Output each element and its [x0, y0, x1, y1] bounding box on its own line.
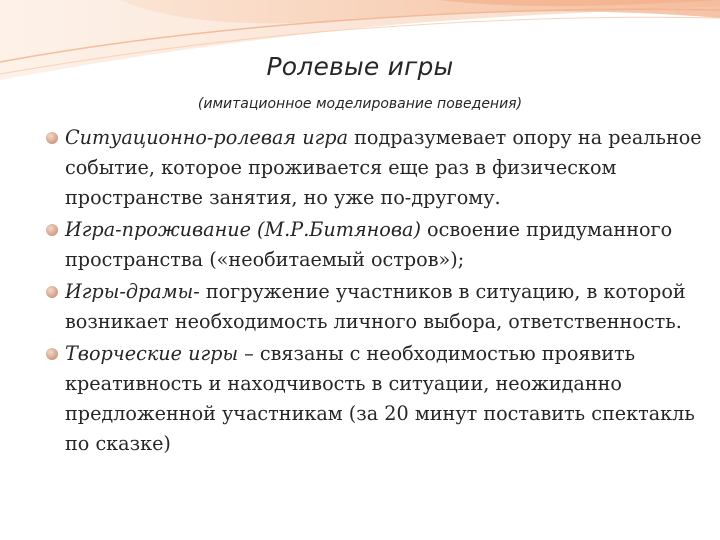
bullet-icon	[46, 224, 58, 236]
bullet-icon	[46, 286, 58, 298]
list-item	[46, 215, 711, 275]
item-text: – связаны с необходимостью проявить креативность и находчивость в ситуации, неожиданно предложенной участникам (за 20 минут поставить спектакль по сказке)	[65, 342, 695, 455]
item-term: Творческие игры	[65, 342, 239, 365]
item-text: - погружение участников в ситуацию, в которой возникает необходимость личного выбора, ответственность.	[65, 280, 686, 333]
item-text: освоение придуманного пространства («необитаемый остров»);	[65, 218, 673, 271]
bullet-icon	[46, 132, 58, 144]
list-item	[46, 277, 711, 337]
item-term: Игры-драмы	[65, 280, 194, 303]
list-item	[46, 339, 711, 459]
item-term: Игра-проживание (М.Р.Битянова)	[65, 218, 421, 241]
item-term: Ситуационно-ролевая игра	[65, 126, 349, 149]
slide-subtitle: (имитационное моделирование поведения)	[197, 96, 523, 112]
bullet-list	[46, 123, 711, 461]
decorative-header-waves	[0, 0, 720, 100]
list-item	[46, 123, 711, 213]
slide-title: Ролевые игры	[266, 52, 454, 81]
item-text: подразумевает опору на реальное событие, которое проживается еще раз в физическом пространстве занятия, но уже по-другому.	[65, 126, 702, 209]
bullet-icon	[46, 348, 58, 360]
